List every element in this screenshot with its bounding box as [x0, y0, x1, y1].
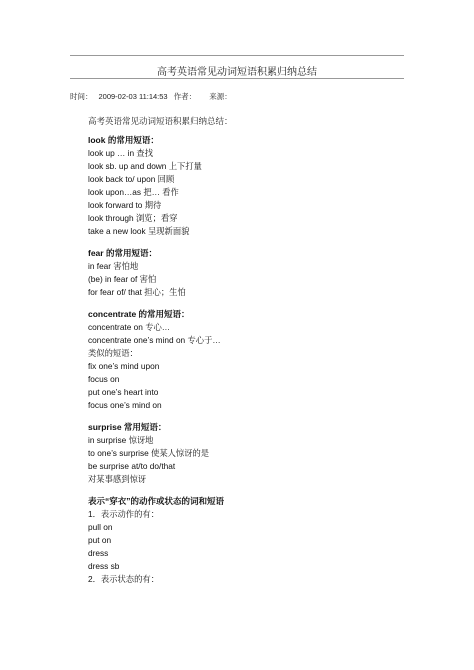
meta-line — [70, 91, 238, 102]
time-label: 时间： — [70, 92, 93, 101]
section-heading: look 的常用短语： — [88, 135, 159, 145]
document-body — [88, 134, 408, 595]
phrase-line: focus on — [88, 374, 120, 384]
page-title: 高考英语常见动词短语积累归纳总结 — [157, 67, 317, 78]
phrase-line: put one’s heart into — [88, 387, 159, 397]
author-label: 作者： — [173, 92, 197, 101]
phrase-line: focus one’s mind on — [88, 400, 162, 410]
phrase-line: 对某事感到惊讶 — [88, 474, 147, 484]
title-rule — [70, 78, 404, 79]
phrase-line: look back to/ upon 回顾 — [88, 174, 175, 184]
phrase-line: to one’s surprise 使某人惊讶的是 — [88, 448, 210, 458]
phrase-line: 1．表示动作的有： — [88, 509, 159, 519]
phrase-line: take a new look 呈现新面貌 — [88, 226, 190, 236]
phrase-line: in fear 害怕地 — [88, 261, 139, 271]
section — [88, 134, 408, 238]
phrase-line: concentrate one’s mind on 专心于… — [88, 335, 221, 345]
phrase-line: for fear of/ that 担心；生怕 — [88, 287, 186, 297]
section-heading: 表示“穿衣”的动作或状态的词和短语 — [88, 496, 225, 506]
phrase-line: look upon…as 把… 看作 — [88, 187, 179, 197]
section — [88, 308, 408, 412]
phrase-line: pull on — [88, 522, 113, 532]
phrase-line: put on — [88, 535, 112, 545]
top-rule — [70, 55, 404, 56]
section — [88, 247, 408, 299]
section-heading: concentrate 的常用短语： — [88, 309, 190, 319]
source-label: 来源： — [209, 92, 232, 101]
intro-text: 高考英语常见动词短语积累归纳总结： — [88, 117, 233, 127]
phrase-line: look forward to 期待 — [88, 200, 162, 210]
phrase-line: 2．表示状态的有： — [88, 574, 159, 584]
phrase-line: concentrate on 专心… — [88, 322, 171, 332]
phrase-line: in surprise 惊讶地 — [88, 435, 154, 445]
phrase-line: look sb. up and down 上下打量 — [88, 161, 202, 171]
phrase-line: (be) in fear of 害怕 — [88, 274, 157, 284]
time-value: 2009-02-03 11:14:53 — [98, 92, 168, 101]
phrase-line: 类似的短语： — [88, 348, 138, 358]
section — [88, 495, 408, 586]
phrase-line: be surprise at/to do/that — [88, 461, 176, 471]
phrase-line: fix one’s mind upon — [88, 361, 160, 371]
section-heading: surprise 常用短语： — [88, 422, 167, 432]
phrase-line: dress sb — [88, 561, 120, 571]
phrase-line: look up … in 查找 — [88, 148, 154, 158]
section — [88, 421, 408, 486]
phrase-line: dress — [88, 548, 109, 558]
phrase-line: look through 浏览；看穿 — [88, 213, 178, 223]
section-heading: fear 的常用短语： — [88, 248, 157, 258]
